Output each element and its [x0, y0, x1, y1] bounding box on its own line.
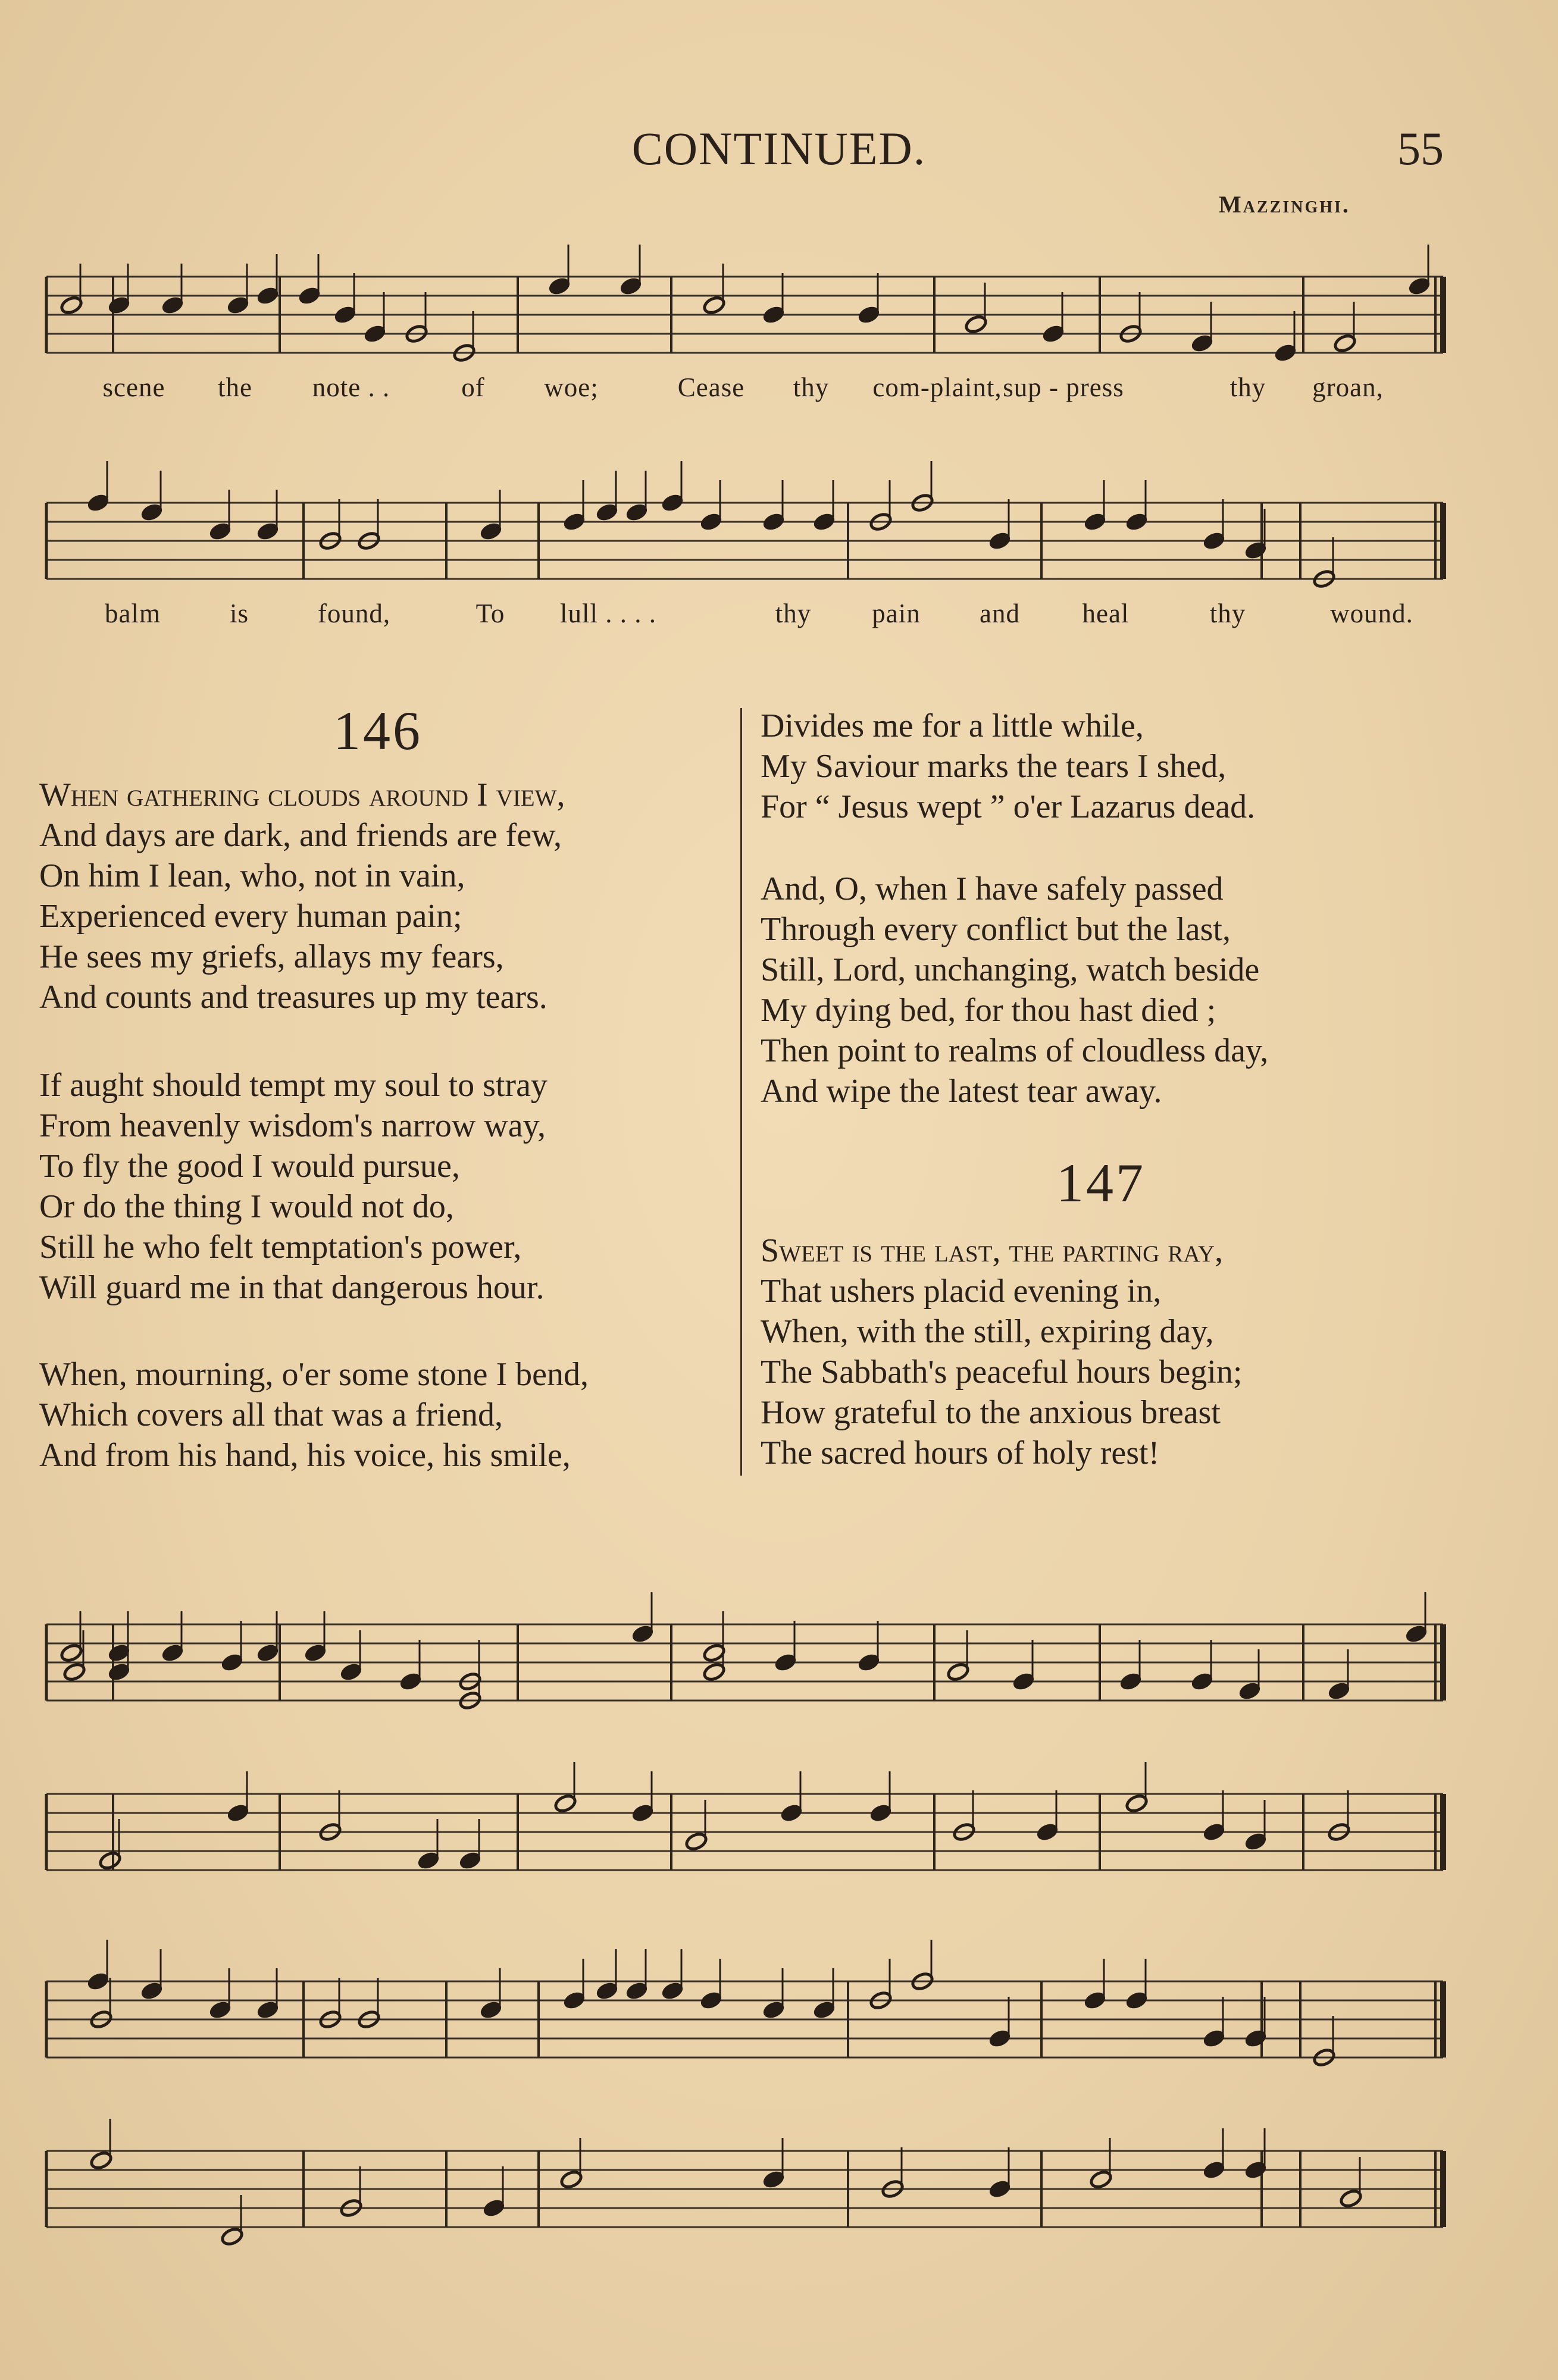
lyric-syllable: pain [872, 599, 921, 628]
page-number: 55 [1397, 123, 1444, 174]
lyric-syllable: wound. [1330, 599, 1413, 628]
verse-line: How grateful to the anxious breast [761, 1394, 1221, 1431]
lyric-syllable: thy [1209, 599, 1246, 628]
verse-line: Or do the thing I would not do, [39, 1188, 454, 1225]
verse-line: And wipe the latest tear away. [761, 1073, 1162, 1110]
verse-line: And counts and treasures up my tears. [39, 979, 548, 1016]
verse-line: Divides me for a little while, [761, 707, 1144, 744]
lyric-syllable: thy [775, 599, 812, 628]
lyric-syllable: and [980, 599, 1020, 628]
lyric-syllable: of [461, 372, 485, 402]
verse-line: Then point to realms of cloudless day, [761, 1032, 1269, 1069]
hymn-146-number: 146 [333, 700, 423, 761]
verse-line: When gathering clouds around I view, [39, 776, 565, 813]
verse-line: My Saviour marks the tears I shed, [761, 748, 1227, 785]
harmony-bass-staff-1 [0, 1776, 1558, 1883]
verse-line: Still, Lord, unchanging, watch beside [761, 951, 1260, 988]
verse-line: From heavenly wisdom's narrow way, [39, 1107, 546, 1144]
lyric-syllable: Cease [677, 372, 745, 402]
verse-line [39, 775, 565, 815]
verse-line: When, with the still, expiring day, [761, 1313, 1214, 1350]
verse-line: Which covers all that was a friend, [39, 1396, 503, 1433]
composer-credit: Mazzinghi. [1219, 191, 1350, 218]
lyric-syllable: found, [317, 599, 391, 628]
verse-line: The sacred hours of holy rest! [761, 1435, 1160, 1471]
verse-line: Through every conflict but the last, [761, 911, 1231, 948]
verse-line: The Sabbath's peaceful hours begin; [761, 1354, 1243, 1391]
hymn-146-stanza-3 [39, 1354, 589, 1476]
page-title: CONTINUED. [631, 123, 927, 174]
lyric-syllable: thy [1229, 372, 1266, 402]
lyric-syllable: groan, [1312, 372, 1384, 402]
verse-line: He sees my griefs, allays my fears, [39, 938, 504, 975]
lyrics-row-1 [0, 372, 1558, 408]
lyric-syllable: woe; [544, 372, 599, 402]
verse-line: Experienced every human pain; [39, 898, 462, 935]
verse-line: Still he who felt temptation's power, [39, 1229, 522, 1266]
lyric-syllable: is [229, 599, 249, 628]
verse-line: And days are dark, and friends are few, [39, 817, 562, 854]
verse-line: Sweet is the last, the parting ray, [761, 1232, 1224, 1269]
column-divider [740, 708, 742, 1476]
verse-line: Will guard me in that dangerous hour. [39, 1269, 545, 1306]
verse-line: If aught should tempt my soul to stray [39, 1067, 548, 1104]
hymn-146-stanza-4 [761, 869, 1268, 1111]
verse-line: When, mourning, o'er some stone I bend, [39, 1356, 589, 1393]
lyric-syllable: balm [105, 599, 161, 628]
lyric-syllable: thy [793, 372, 830, 402]
lyric-syllable: lull . . . . [559, 599, 657, 628]
harmony-treble-staff-2 [0, 1964, 1558, 2071]
lyric-syllable: com-plaint, [872, 372, 1002, 402]
verse-line: And, O, when I have safely passed [761, 870, 1224, 907]
lyric-syllable: To [475, 599, 505, 628]
lyric-syllable: scene [102, 372, 165, 402]
verse-line [761, 1230, 1242, 1271]
hymn-146-stanza-2 [39, 1065, 548, 1308]
melody-staff-1 [0, 259, 1558, 360]
verse-line: My dying bed, for thou hast died ; [761, 992, 1216, 1029]
lyric-syllable: note . . [312, 372, 390, 402]
verse-line: To fly the good I would pursue, [39, 1148, 460, 1185]
melody-staff-2 [0, 485, 1558, 586]
verse-line: And from his hand, his voice, his smile, [39, 1437, 571, 1474]
hymn-146-stanza-3-continued [761, 706, 1255, 827]
lyrics-row-2 [0, 598, 1558, 634]
verse-line: That ushers placid evening in, [761, 1273, 1162, 1310]
verse-line: On him I lean, who, not in vain, [39, 857, 465, 894]
lyric-syllable: sup - press [1003, 372, 1124, 402]
hymn-146-stanza-1 [39, 775, 565, 1017]
lyric-syllable: the [218, 372, 252, 402]
lyric-syllable: heal [1082, 599, 1130, 628]
harmony-bass-staff-2 [0, 2133, 1558, 2240]
hymn-147-stanza-1 [761, 1230, 1242, 1473]
harmony-treble-staff-1 [0, 1606, 1558, 1714]
hymn-147-number: 147 [1056, 1153, 1146, 1213]
verse-line: For “ Jesus wept ” o'er Lazarus dead. [761, 788, 1256, 825]
